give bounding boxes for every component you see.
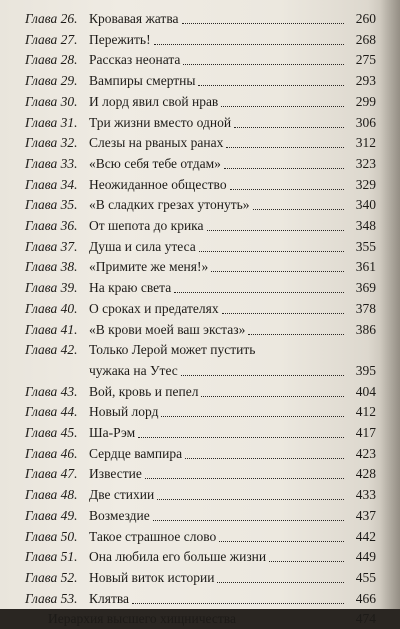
chapter-label: Глава 45.: [25, 425, 78, 440]
page-number: 412: [355, 404, 376, 420]
chapter-title: Клятва: [89, 590, 130, 606]
dot-leader: [219, 541, 344, 542]
chapter-label: Глава 46.: [25, 445, 78, 461]
chapter-title: Она любила его больше жизни: [89, 549, 267, 565]
chapter-label: Глава 28.: [25, 52, 78, 68]
page-number: 355: [355, 238, 376, 254]
chapter-title: Слезы на рваных ранах: [89, 135, 224, 151]
dot-leader: [182, 23, 344, 24]
chapter-label: Глава 40.: [25, 300, 78, 316]
chapter-title: И лорд явил свой нрав: [89, 93, 219, 109]
chapter-label: Глава 33.: [25, 155, 78, 171]
chapter-label: Глава 30.: [25, 93, 78, 109]
dot-leader: [183, 64, 344, 65]
dot-leader: [185, 458, 344, 459]
toc-entry: [0, 50, 400, 70]
chapter-title: Ша-Рэм: [89, 425, 136, 440]
toc-entry: [0, 113, 400, 133]
dot-leader: [234, 127, 344, 128]
page-number: 340: [355, 197, 376, 213]
chapter-title: «В крови моей ваш экстаз»: [89, 321, 246, 337]
toc-entry: [0, 589, 400, 609]
page-number: 455: [355, 569, 376, 585]
toc-entry-continuation: [0, 361, 400, 381]
toc-entry: [0, 278, 400, 298]
chapter-title: О сроках и предателях: [89, 300, 219, 316]
chapter-label: Глава 26.: [25, 11, 78, 26]
chapter-title: Пережить!: [89, 31, 151, 47]
chapter-title: «В сладких грезах утонуть»: [89, 197, 250, 213]
toc-entry: [0, 609, 400, 629]
dot-leader: [181, 375, 344, 376]
dot-leader: [221, 106, 344, 107]
page-number: 423: [355, 445, 376, 461]
toc-entry: [0, 257, 400, 277]
chapter-title: Душа и сила утеса: [89, 238, 196, 254]
toc-entry: [0, 92, 400, 112]
dot-leader: [154, 44, 344, 45]
chapter-label: Глава 48.: [25, 487, 78, 503]
toc-entry: [0, 133, 400, 153]
dot-leader: [230, 189, 344, 190]
chapter-title: Такое страшное слово: [89, 528, 217, 544]
page-number: 369: [355, 280, 376, 296]
toc-entry: [0, 30, 400, 50]
toc-entry: [0, 547, 400, 567]
page-number: 312: [355, 135, 376, 151]
chapter-title: Возмездие: [89, 507, 150, 523]
toc-entry: [0, 320, 400, 340]
page-number: 449: [355, 549, 376, 565]
toc-entry: [0, 444, 400, 464]
page-number: 306: [355, 114, 376, 130]
chapter-label: Глава 50.: [25, 528, 78, 544]
chapter-title: Иерархия высшего хищничества: [48, 611, 236, 627]
toc-entry: [0, 382, 400, 402]
chapter-title: Две стихии: [89, 487, 155, 503]
page-number: 395: [355, 362, 376, 378]
toc-entry: [0, 485, 400, 505]
chapter-label: Глава 52.: [25, 569, 78, 585]
chapter-label: Глава 38.: [25, 259, 78, 275]
dot-leader: [199, 251, 344, 252]
dot-leader: [226, 147, 344, 148]
page-number: 428: [355, 466, 376, 482]
page-number: 386: [355, 321, 376, 337]
page-number: 323: [355, 155, 376, 171]
chapter-title: Неожиданное общество: [89, 176, 227, 192]
page-number: 260: [355, 11, 376, 26]
chapter-title: Новый лорд: [89, 404, 159, 420]
toc-entry: [0, 464, 400, 484]
page-number: 474: [355, 611, 376, 627]
chapter-label: Глава 47.: [25, 466, 78, 482]
page-number: 378: [355, 300, 376, 316]
chapter-label: Глава 37.: [25, 238, 78, 254]
page-number: 433: [355, 487, 376, 503]
dot-leader: [138, 437, 344, 438]
toc-entry: [0, 527, 400, 547]
chapter-label: Глава 49.: [25, 507, 78, 523]
dot-leader: [145, 478, 344, 479]
chapter-title: Известие: [89, 466, 142, 482]
toc-entry: [0, 71, 400, 91]
chapter-label: Глава 35.: [25, 197, 78, 213]
dot-leader: [198, 85, 344, 86]
chapter-label: Глава 31.: [25, 114, 78, 130]
chapter-label: Глава 32.: [25, 135, 78, 151]
page-number: 437: [355, 507, 376, 523]
toc-entry: [0, 9, 400, 29]
dot-leader: [239, 623, 344, 624]
chapter-label: Глава 34.: [25, 176, 78, 192]
dot-leader: [157, 499, 344, 500]
dot-leader: [211, 271, 344, 272]
chapter-title: Вампиры смертны: [89, 73, 196, 89]
page-number: 268: [355, 31, 376, 47]
chapter-title: чужака на Утес: [89, 362, 178, 378]
page-number: 329: [355, 176, 376, 192]
toc-entry: [0, 175, 400, 195]
dot-leader: [207, 230, 344, 231]
chapter-title: «Всю себя тебе отдам»: [89, 155, 221, 171]
chapter-title: «Примите же меня!»: [89, 259, 209, 275]
chapter-label: Глава 41.: [25, 321, 78, 337]
chapter-label: Глава 42.: [25, 342, 78, 358]
page-number: 293: [355, 73, 376, 89]
chapter-label: Глава 36.: [25, 218, 78, 233]
chapter-title: Вой, кровь и пепел: [89, 383, 199, 399]
page-number: 361: [355, 259, 376, 275]
chapter-title: Кровавая жатва: [89, 11, 179, 26]
toc-entry: [0, 237, 400, 257]
chapter-label: Глава 44.: [25, 404, 78, 420]
chapter-title: Сердце вампира: [89, 445, 183, 461]
toc-entry: [0, 216, 400, 236]
toc-entry: [0, 195, 400, 215]
dot-leader: [248, 334, 344, 335]
dot-leader: [201, 396, 344, 397]
toc-entry: [0, 340, 400, 360]
dot-leader: [217, 582, 344, 583]
toc-entry: [0, 299, 400, 319]
dot-leader: [153, 520, 344, 521]
dot-leader: [269, 561, 344, 562]
page-number: 417: [355, 425, 376, 440]
chapter-label: Глава 27.: [25, 31, 78, 47]
chapter-label: Глава 39.: [25, 280, 78, 296]
chapter-title: Новый виток истории: [89, 569, 215, 585]
page-number: 466: [355, 590, 376, 606]
toc-entry: [0, 506, 400, 526]
toc-entry: [0, 568, 400, 588]
dot-leader: [132, 603, 344, 604]
dot-leader: [224, 168, 344, 169]
toc-entry: [0, 154, 400, 174]
toc-entry: [0, 402, 400, 422]
chapter-title: Только Лерой может пустить: [89, 342, 256, 358]
dot-leader: [174, 292, 344, 293]
chapter-title: На краю света: [89, 280, 172, 296]
dot-leader: [253, 209, 344, 210]
page-number: 348: [355, 218, 376, 233]
page-number: 404: [355, 383, 376, 399]
chapter-label: Глава 51.: [25, 549, 78, 565]
chapter-label: Глава 29.: [25, 73, 78, 89]
page-number: 275: [355, 52, 376, 68]
chapter-title: От шепота до крика: [89, 218, 204, 233]
dot-leader: [161, 416, 344, 417]
toc-entry: [0, 423, 400, 443]
chapter-label: Глава 53.: [25, 590, 78, 606]
page-number: 442: [355, 528, 376, 544]
chapter-title: Три жизни вместо одной: [89, 114, 232, 130]
chapter-label: Глава 43.: [25, 383, 78, 399]
dot-leader: [222, 313, 344, 314]
page-number: 299: [355, 93, 376, 109]
chapter-title: Рассказ неоната: [89, 52, 181, 68]
